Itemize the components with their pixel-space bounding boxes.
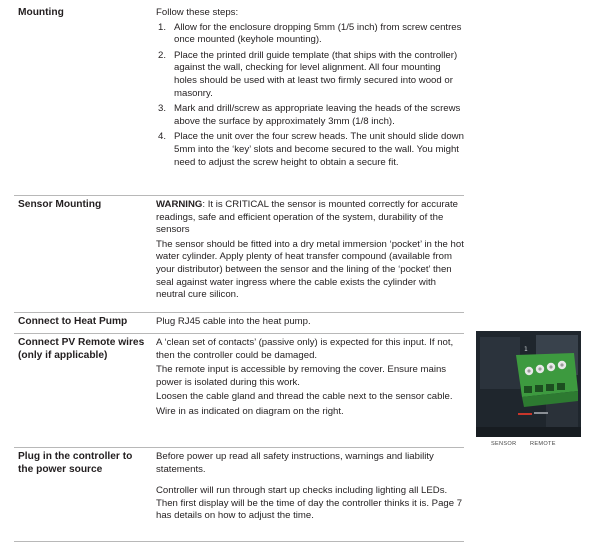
pv-paragraph: Loosen the cable gland and thread the cable next to the sensor cable.: [156, 391, 453, 403]
caption-remote: REMOTE: [530, 441, 556, 447]
power-paragraph: Controller will run through start up checks including lighting all LEDs. Then first display will be the time of day the controller thinks it is. Page 7 has details on how to adjust the time.: [156, 485, 463, 522]
row-power-source: [14, 448, 464, 542]
terminal-number-label: 1: [524, 346, 528, 353]
list-item: 4. Place the unit over the four screw heads. The unit should slide down 5mm into the ‘key’ slots and become secured to the wall. You might need to adjust the screw height to obtain a secure fit.: [158, 131, 464, 168]
pv-paragraph: A ‘clean set of contacts’ (passive only) is expected for this input. If not, then the controller could be damaged.: [156, 337, 454, 361]
row-label: Mounting: [18, 7, 64, 18]
pv-paragraph: Wire in as indicated on diagram on the right.: [156, 405, 344, 417]
row-label: Connect to Heat Pump: [18, 316, 128, 327]
steps-intro: Follow these steps:: [156, 7, 239, 18]
power-paragraph: Before power up read all safety instructions, warnings and liability statements.: [156, 451, 434, 475]
terminal-block-photo: [476, 331, 581, 437]
row-label: Plug in the controller to the power source: [18, 451, 133, 475]
warning-text: : It is CRITICAL the sensor is mounted correctly for accurate readings, safe and efficient operation of the system, durability of the sensors: [156, 199, 458, 236]
pv-paragraph: The remote input is accessible by removing the cover. Ensure mains power is isolated during this work.: [156, 364, 447, 388]
row-content: [148, 334, 464, 447]
row-content: [148, 196, 464, 312]
list-item: 1. Allow for the enclosure dropping 5mm (1/5 inch) from screw centres once mounted (keyhole mounting).: [158, 21, 462, 46]
row-content: [148, 448, 464, 541]
instructions-table: [14, 4, 464, 542]
list-item: 2. Place the printed drill guide template (that ships with the controller) against the wall, checking for level alignment. All four mounting holes should be used with at least two firmly secured into wood or masonry.: [158, 49, 458, 99]
row-mounting: [14, 4, 464, 196]
row-sensor-mounting: [14, 196, 464, 313]
row-pv-remote: [14, 334, 464, 448]
caption-sensor: SENSOR: [491, 441, 517, 447]
terminal-block-illustration: [476, 331, 581, 437]
steps-list: [156, 22, 464, 170]
row-heat-pump: [14, 313, 464, 334]
row-content: [148, 4, 464, 195]
row-content: [148, 313, 464, 333]
heat-pump-paragraph: Plug RJ45 cable into the heat pump.: [156, 316, 311, 327]
sensor-paragraph: The sensor should be fitted into a dry metal immersion ‘pocket’ in the hot water cylinder. Apply plenty of heat transfer compound (available from your distributor) between the sensor and the lining of the ‘pocket’ then seal against water ingress where the cable exists the cylinder with neutral cure silicon.: [156, 238, 464, 301]
row-label: Sensor Mounting: [18, 199, 102, 210]
list-item: 3. Mark and drill/screw as appropriate leaving the heads of the screws above the surface by approximately 3mm (1/8 inch).: [158, 103, 461, 127]
warning-paragraph: [156, 199, 464, 237]
warning-label: WARNING: [156, 199, 203, 210]
row-label: Connect PV Remote wires (only if applicable): [18, 337, 145, 361]
